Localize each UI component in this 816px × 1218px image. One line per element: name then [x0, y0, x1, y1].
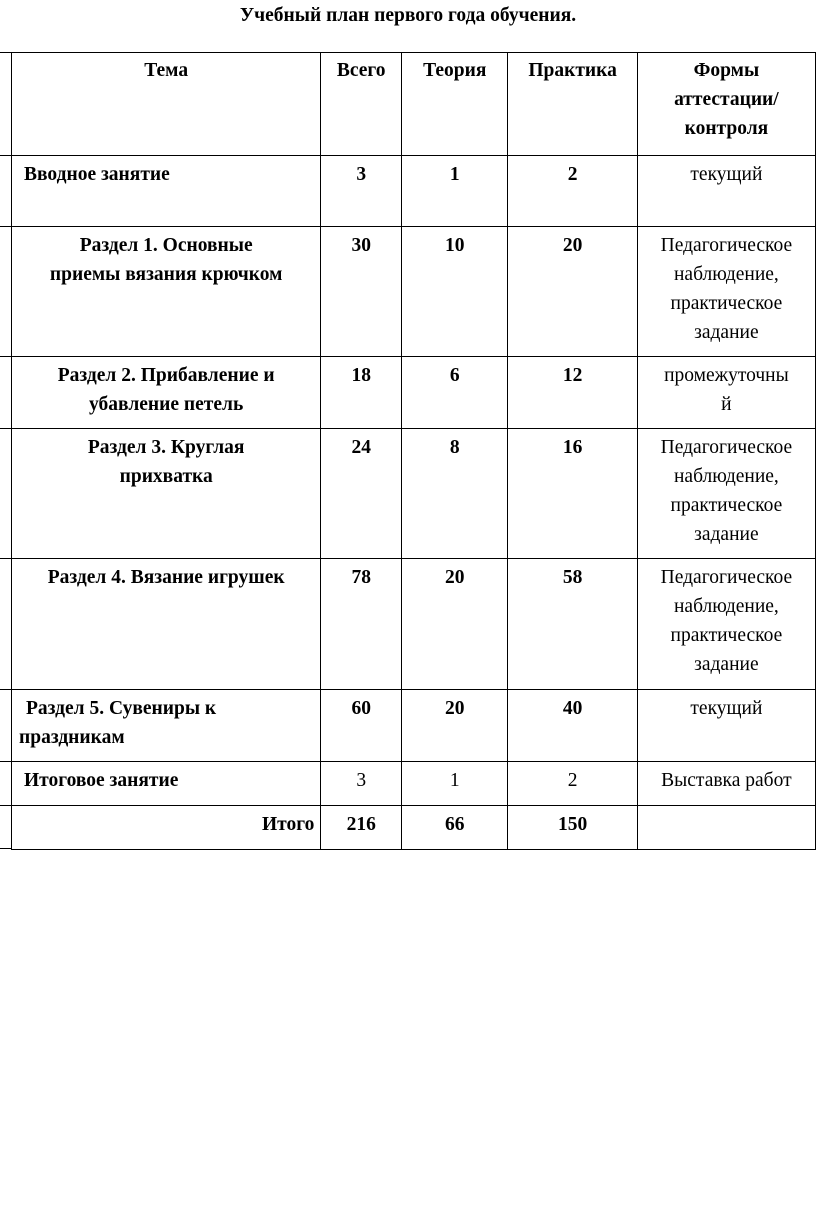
row-practice: 16: [508, 429, 637, 559]
curriculum-table: [11, 52, 816, 850]
row-total: 78: [321, 559, 402, 690]
row-total: 24: [321, 429, 402, 559]
topic-line: Раздел 1. Основные: [79, 235, 253, 256]
row-practice: 2: [508, 156, 637, 227]
table-header-row: [12, 53, 816, 156]
form-line: Выставка работ: [661, 770, 792, 791]
row-form: [637, 227, 815, 357]
page-title: Учебный план первого года обучения.: [239, 5, 577, 26]
header-forms-line: контроля: [684, 118, 769, 139]
topic-line: Раздел 5. Сувениры к: [26, 698, 217, 719]
header-forms-line: аттестации/: [674, 89, 779, 110]
topic-line: Вводное занятие: [24, 164, 170, 185]
row-total: 30: [321, 227, 402, 357]
row-practice: 20: [508, 227, 637, 357]
form-line: й: [721, 394, 732, 415]
form-line: текущий: [690, 698, 763, 719]
row-topic: [12, 559, 321, 690]
form-line: Педагогическое: [660, 437, 793, 458]
row-theory: 20: [402, 559, 508, 690]
form-line: наблюдение,: [673, 264, 779, 285]
row-topic: [12, 762, 321, 806]
form-line: Педагогическое: [660, 235, 793, 256]
row-practice: 58: [508, 559, 637, 690]
row-form: [637, 559, 815, 690]
topic-line: прихватка: [119, 466, 213, 487]
topic-line: Итоговое занятие: [24, 770, 179, 791]
totals-total: 216: [321, 806, 402, 850]
topic-line: праздникам: [19, 727, 125, 748]
header-forms: [637, 53, 815, 156]
totals-theory: 66: [402, 806, 508, 850]
form-line: промежуточны: [664, 365, 789, 386]
totals-label: Итого: [12, 806, 321, 850]
topic-line: убавление петель: [89, 394, 244, 415]
table-left-margin: [0, 52, 11, 849]
row-practice: 40: [508, 690, 637, 762]
table-row: [12, 357, 816, 429]
form-line: задание: [694, 654, 759, 675]
form-line: задание: [694, 524, 759, 545]
table-row: [12, 227, 816, 357]
topic-line: Раздел 4. Вязание игрушек: [47, 567, 285, 588]
topic-line: приемы вязания крючком: [49, 264, 283, 285]
row-theory: 1: [402, 156, 508, 227]
totals-row: [12, 806, 816, 850]
header-total: Всего: [321, 53, 402, 156]
form-line: практическое: [670, 625, 783, 646]
row-topic: [12, 429, 321, 559]
row-total: 60: [321, 690, 402, 762]
form-line: практическое: [670, 293, 783, 314]
header-theory: Теория: [402, 53, 508, 156]
table-row: [12, 156, 816, 227]
form-line: задание: [694, 322, 759, 343]
form-line: практическое: [670, 495, 783, 516]
row-total: 3: [321, 762, 402, 806]
row-form: [637, 156, 815, 227]
row-practice: 12: [508, 357, 637, 429]
header-practice: Практика: [508, 53, 637, 156]
table-row: [12, 690, 816, 762]
row-practice: 2: [508, 762, 637, 806]
row-form: [637, 762, 815, 806]
totals-practice: 150: [508, 806, 637, 850]
row-total: 18: [321, 357, 402, 429]
row-total: 3: [321, 156, 402, 227]
row-theory: 10: [402, 227, 508, 357]
form-line: текущий: [690, 164, 763, 185]
row-topic: [12, 690, 321, 762]
form-line: наблюдение,: [673, 466, 779, 487]
form-line: Педагогическое: [660, 567, 793, 588]
table-row: [12, 762, 816, 806]
header-forms-line: Формы: [693, 60, 760, 81]
topic-line: Раздел 2. Прибавление и: [57, 365, 275, 386]
row-form: [637, 690, 815, 762]
row-theory: 1: [402, 762, 508, 806]
totals-form-empty: [637, 806, 815, 850]
table-row: [12, 429, 816, 559]
row-topic: [12, 357, 321, 429]
row-topic: [12, 156, 321, 227]
row-theory: 8: [402, 429, 508, 559]
topic-line: Раздел 3. Круглая: [87, 437, 245, 458]
header-topic: Тема: [12, 53, 321, 156]
row-form: [637, 429, 815, 559]
row-theory: 20: [402, 690, 508, 762]
row-topic: [12, 227, 321, 357]
row-form: [637, 357, 815, 429]
row-theory: 6: [402, 357, 508, 429]
table-row: [12, 559, 816, 690]
form-line: наблюдение,: [673, 596, 779, 617]
